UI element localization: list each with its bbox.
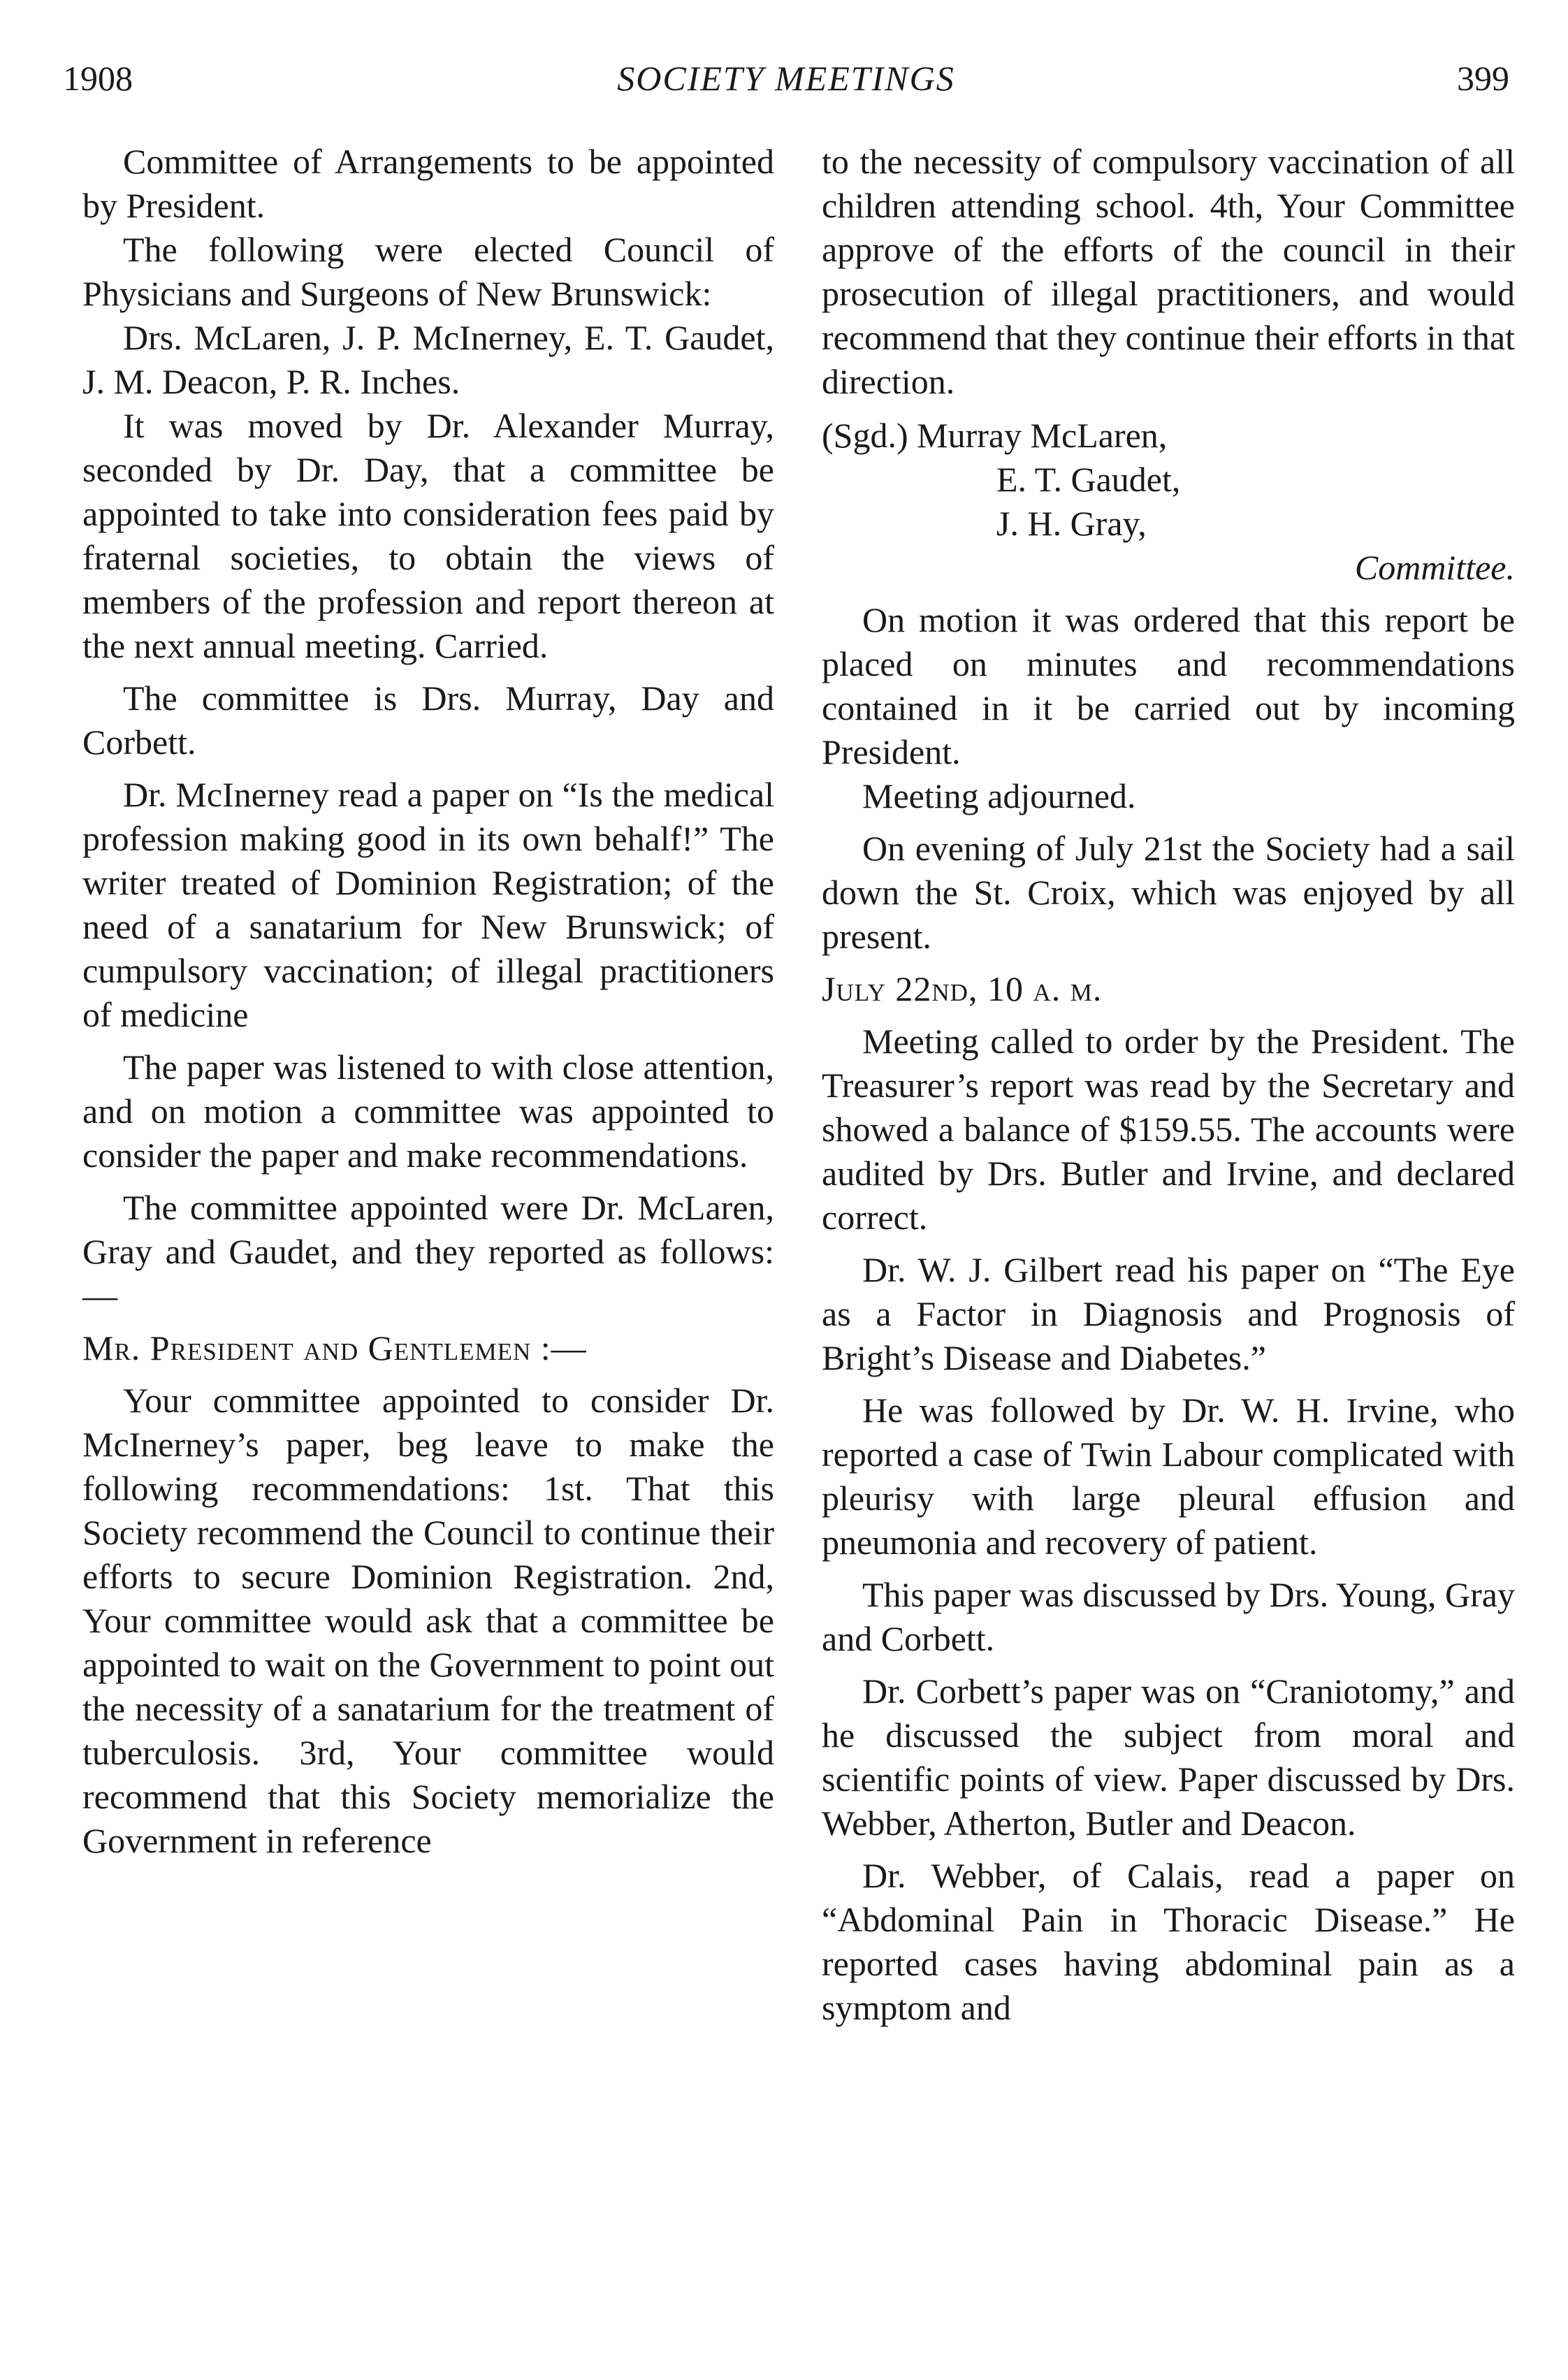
- paragraph: This paper was discussed by Drs. Young, Gray and Corbett.: [822, 1575, 1515, 1658]
- paragraph: On motion it was ordered that this report be placed on minutes and recommendations contained in it be carried out by incoming President.: [822, 600, 1515, 771]
- paragraph: The following were elected Council of Physicians and Surgeons of New Brunswick:: [82, 230, 774, 313]
- paragraph: Committee of Arrangements to be appointed by President.: [82, 142, 774, 225]
- paragraph: Meeting called to order by the President. The Treasurer’s report was read by the Secretary and showed a balance of $159.55. The accounts were audited by Drs. Butler and Irvine, and declared correct.: [822, 1022, 1515, 1237]
- header-title: SOCIETY MEETINGS: [617, 59, 955, 98]
- paragraph: On evening of July 21st the Society had a sail down the St. Croix, which was enjoyed by all present.: [822, 829, 1515, 956]
- running-head: [63, 50, 1509, 106]
- paragraph: Dr. Corbett’s paper was on “Craniotomy,” and he discussed the subject from moral and scientific points of view. Paper discussed by Drs. Webber, Atherton, Butler and Deacon.: [822, 1671, 1515, 1843]
- paragraph: Dr. McInerney read a paper on “Is the medical profession making good in its own behalf!” The writer treated of Dominion Registration; of the need of a sanatarium for New Brunswick; of cumpulsory vaccination; of illegal practitioners of medicine: [82, 775, 774, 1034]
- paragraph: The committee appointed were Dr. McLaren, Gray and Gaudet, and they reported as follows:—: [82, 1188, 774, 1315]
- header-year: 1908: [63, 59, 133, 98]
- paragraph: It was moved by Dr. Alexander Murray, seconded by Dr. Day, that a committee be appointed to take into consideration fees paid by fraternal societies, to obtain the views of members of the profession and report thereon at the next annual meeting. Carried.: [82, 406, 774, 665]
- paragraph: The paper was listened to with close attention, and on motion a committee was appointed to consider the paper and make recommendations.: [82, 1047, 774, 1175]
- signature-line: E. T. Gaudet,: [996, 460, 1181, 499]
- committee-signature: [822, 414, 1515, 590]
- paragraph: The committee is Drs. Murray, Day and Corbett.: [82, 679, 774, 762]
- paragraph: He was followed by Dr. W. H. Irvine, who reported a case of Twin Labour complicated with pleurisy with large pleural effusion and pneumonia and recovery of patient.: [822, 1391, 1515, 1562]
- salutation: Mr. President and Gentlemen :—: [82, 1328, 587, 1367]
- paragraph: Dr. W. J. Gilbert read his paper on “The Eye as a Factor in Diagnosis and Prognosis of Bright’s Disease and Diabetes.”: [822, 1250, 1515, 1377]
- session-heading: July 22nd, 10 a. m.: [822, 969, 1103, 1008]
- paragraph: Drs. McLaren, J. P. McInerney, E. T. Gaudet, J. M. Deacon, P. R. Inches.: [82, 318, 774, 401]
- signature-line: (Sgd.) Murray McLaren,: [822, 416, 1168, 455]
- left-column: [82, 140, 774, 1863]
- page-number: 399: [1457, 59, 1509, 98]
- paragraph: Dr. Webber, of Calais, read a paper on “Abdominal Pain in Thoracic Disease.” He reported cases having abdominal pain as a symptom and: [822, 1856, 1515, 2027]
- signature-line: J. H. Gray,: [996, 504, 1147, 543]
- signature-committee: Committee.: [1354, 548, 1515, 587]
- committee-report: Your committee appointed to consider Dr. McInerney’s paper, beg leave to make the following recommendations: 1st. That this Society recommend the Council to continue their efforts to secure Dominion Registration. 2nd, Your committee would ask that a committee be appointed to wait on the Government to point out the necessity of a sanatarium for the treatment of tuberculosis. 3rd, Your committee would recommend that this Society memorialize the Government in reference: [82, 1381, 774, 1860]
- paragraph: Meeting adjourned.: [862, 776, 1136, 815]
- right-column: [822, 140, 1515, 2030]
- paragraph-continuation: to the necessity of compulsory vaccination of all children attending school. 4th, Your Committee approve of the efforts of the council in their prosecution of illegal practitioners, and would recommend that they continue their efforts in that direction.: [822, 142, 1515, 401]
